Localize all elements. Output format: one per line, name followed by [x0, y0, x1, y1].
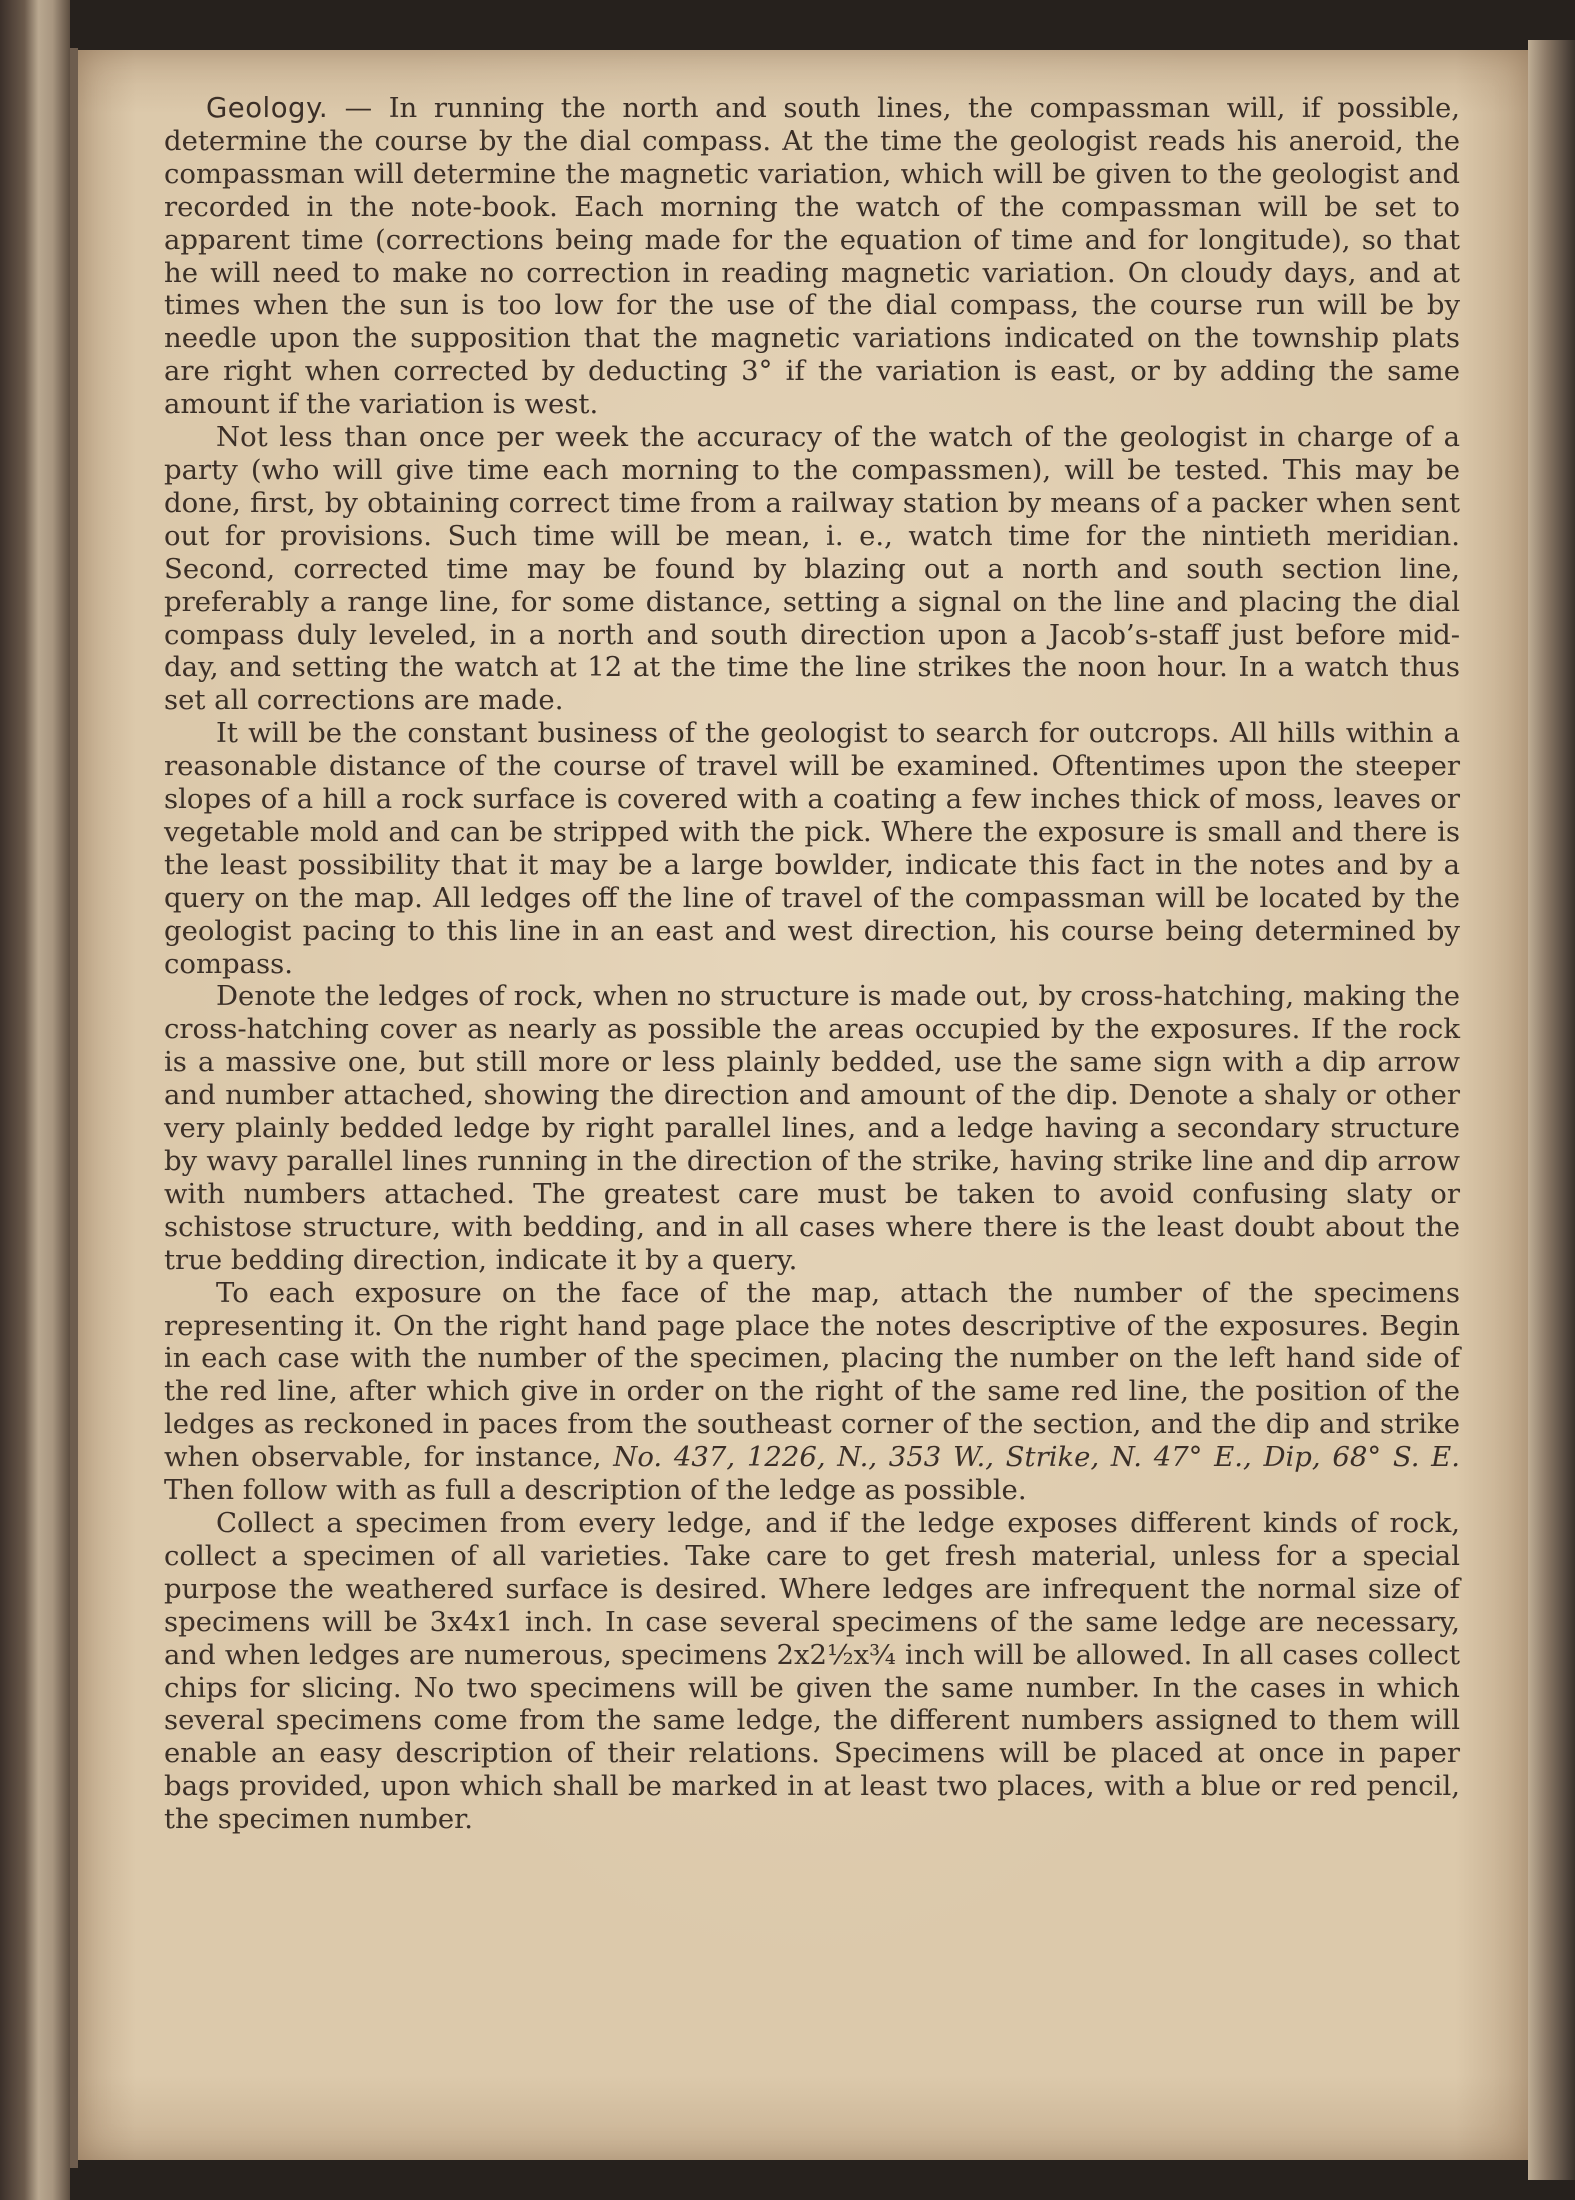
paragraph-text: To each exposure on the face of the map, attach the number of the specimens representing it. On the right hand page place the notes descriptive of the exposures. Begin in each case with the number of the specimen, placing the number on the left hand side of the red line, after which give in order on the right of the same red line, the position of the ledges as reckoned in paces from the southeast corner of the section, and the dip and strike when observable, for instance,: [164, 1276, 1460, 1474]
paragraph-outcrops: [164, 717, 1460, 980]
paragraph-specimen-numbers: [164, 1277, 1460, 1507]
paragraph-text: Not less than once per week the accuracy of the watch of the geologist in charge of a party (who will give time each morning to the compassmen), will be tested. This may be done, first, by obtaining correct time from a railway station by means of a packer when sent out for provisions. Such time will be mean, i. e., watch time for the nintieth meridian. Second, corrected time may be found by blazing out a north and south section line, preferably a range line, for some distance, setting a signal on the line and placing the dial compass duly leveled, in a north and south direction upon a Jacob’s-staff just before mid-day, and setting the watch at 12 at the time the line strikes the noon hour. In a watch thus set all corrections are made.: [164, 421, 1460, 717]
paragraph-text: Collect a specimen from every ledge, and if the ledge exposes different kinds of rock, collect a specimen of all varieties. Take care to get fresh material, unless for a special purpose the weathered surface is desired. Where ledges are infrequent the normal size of specimens will be 3x4x1 inch. In case several specimens of the same ledge are necessary, and when ledges are numerous, specimens 2x2½x¾ inch will be allowed. In all cases collect chips for slicing. No two specimens will be given the same number. In the cases in which several specimens come from the same ledge, the different numbers assigned to them will enable an easy description of their relations. Specimens will be placed at once in paper bags provided, upon which shall be marked in at least two places, with a blue or red pencil, the specimen number.: [164, 1506, 1460, 1836]
paragraph-text: It will be the constant business of the geologist to search for outcrops. All hills within a reasonable distance of the course of travel will be examined. Oftentimes upon the steeper slopes of a hill a rock surface is covered with a coating a few inches thick of moss, leaves or vegetable mold and can be stripped with the pick. Where the exposure is small and there is the least possibility that it may be a large bowlder, indicate this fact in the notes and by a query on the map. All ledges off the line of travel of the compassman will be located by the geologist pacing to this line in an east and west direction, his course being determined by compass.: [164, 717, 1460, 980]
body-text: [164, 92, 1460, 1836]
book-cover-edge: [1528, 40, 1575, 2180]
paragraph-watch-accuracy: [164, 421, 1460, 717]
notation-example: No. 437, 1226, N., 353 W., Strike, N. 47° E., Dip, 68° S. E.: [613, 1441, 1460, 1474]
page-gutter: [70, 48, 78, 2168]
paragraph-ledges: [164, 980, 1460, 1276]
section-lead: Geology.: [206, 92, 329, 124]
paragraph-text: — In running the north and south lines, the compassman will, if possible, determine the course by the dial compass. At the time the geologist reads his aneroid, the compassman will determine the magnetic variation, which will be given to the geologist and recorded in the note-book. Each morning the watch of the compassman will be set to apparent time (corrections being made for the equation of time and for longitude), so that he will need to make no correction in reading magnetic variation. On cloudy days, and at times when the sun is too low for the use of the dial compass, the course run will be by needle upon the supposition that the magnetic variations indicated on the township plats are right when corrected by deducting 3° if the variation is east, or by adding the same amount if the variation is west.: [164, 92, 1460, 421]
paragraph-collect-specimens: [164, 1507, 1460, 1836]
book-binding: [0, 0, 70, 2200]
paragraph-text: Denote the ledges of rock, when no structure is made out, by cross-hatching, making the cross-hatching cover as nearly as possible the areas occupied by the exposures. If the rock is a massive one, but still more or less plainly bedded, use the same sign with a dip arrow and number attached, showing the direction and amount of the dip. Denote a shaly or other very plainly bedded ledge by right parallel lines, and a ledge having a secondary structure by wavy parallel lines running in the direction of the strike, having strike line and dip arrow with numbers attached. The greatest care must be taken to avoid confusing slaty or schistose structure, with bedding, and in all cases where there is the least doubt about the true bedding direction, indicate it by a query.: [164, 980, 1460, 1276]
paragraph-geology: [164, 92, 1460, 421]
paragraph-text-continued: Then follow with as full a description of the ledge as possible.: [164, 1474, 1027, 1507]
